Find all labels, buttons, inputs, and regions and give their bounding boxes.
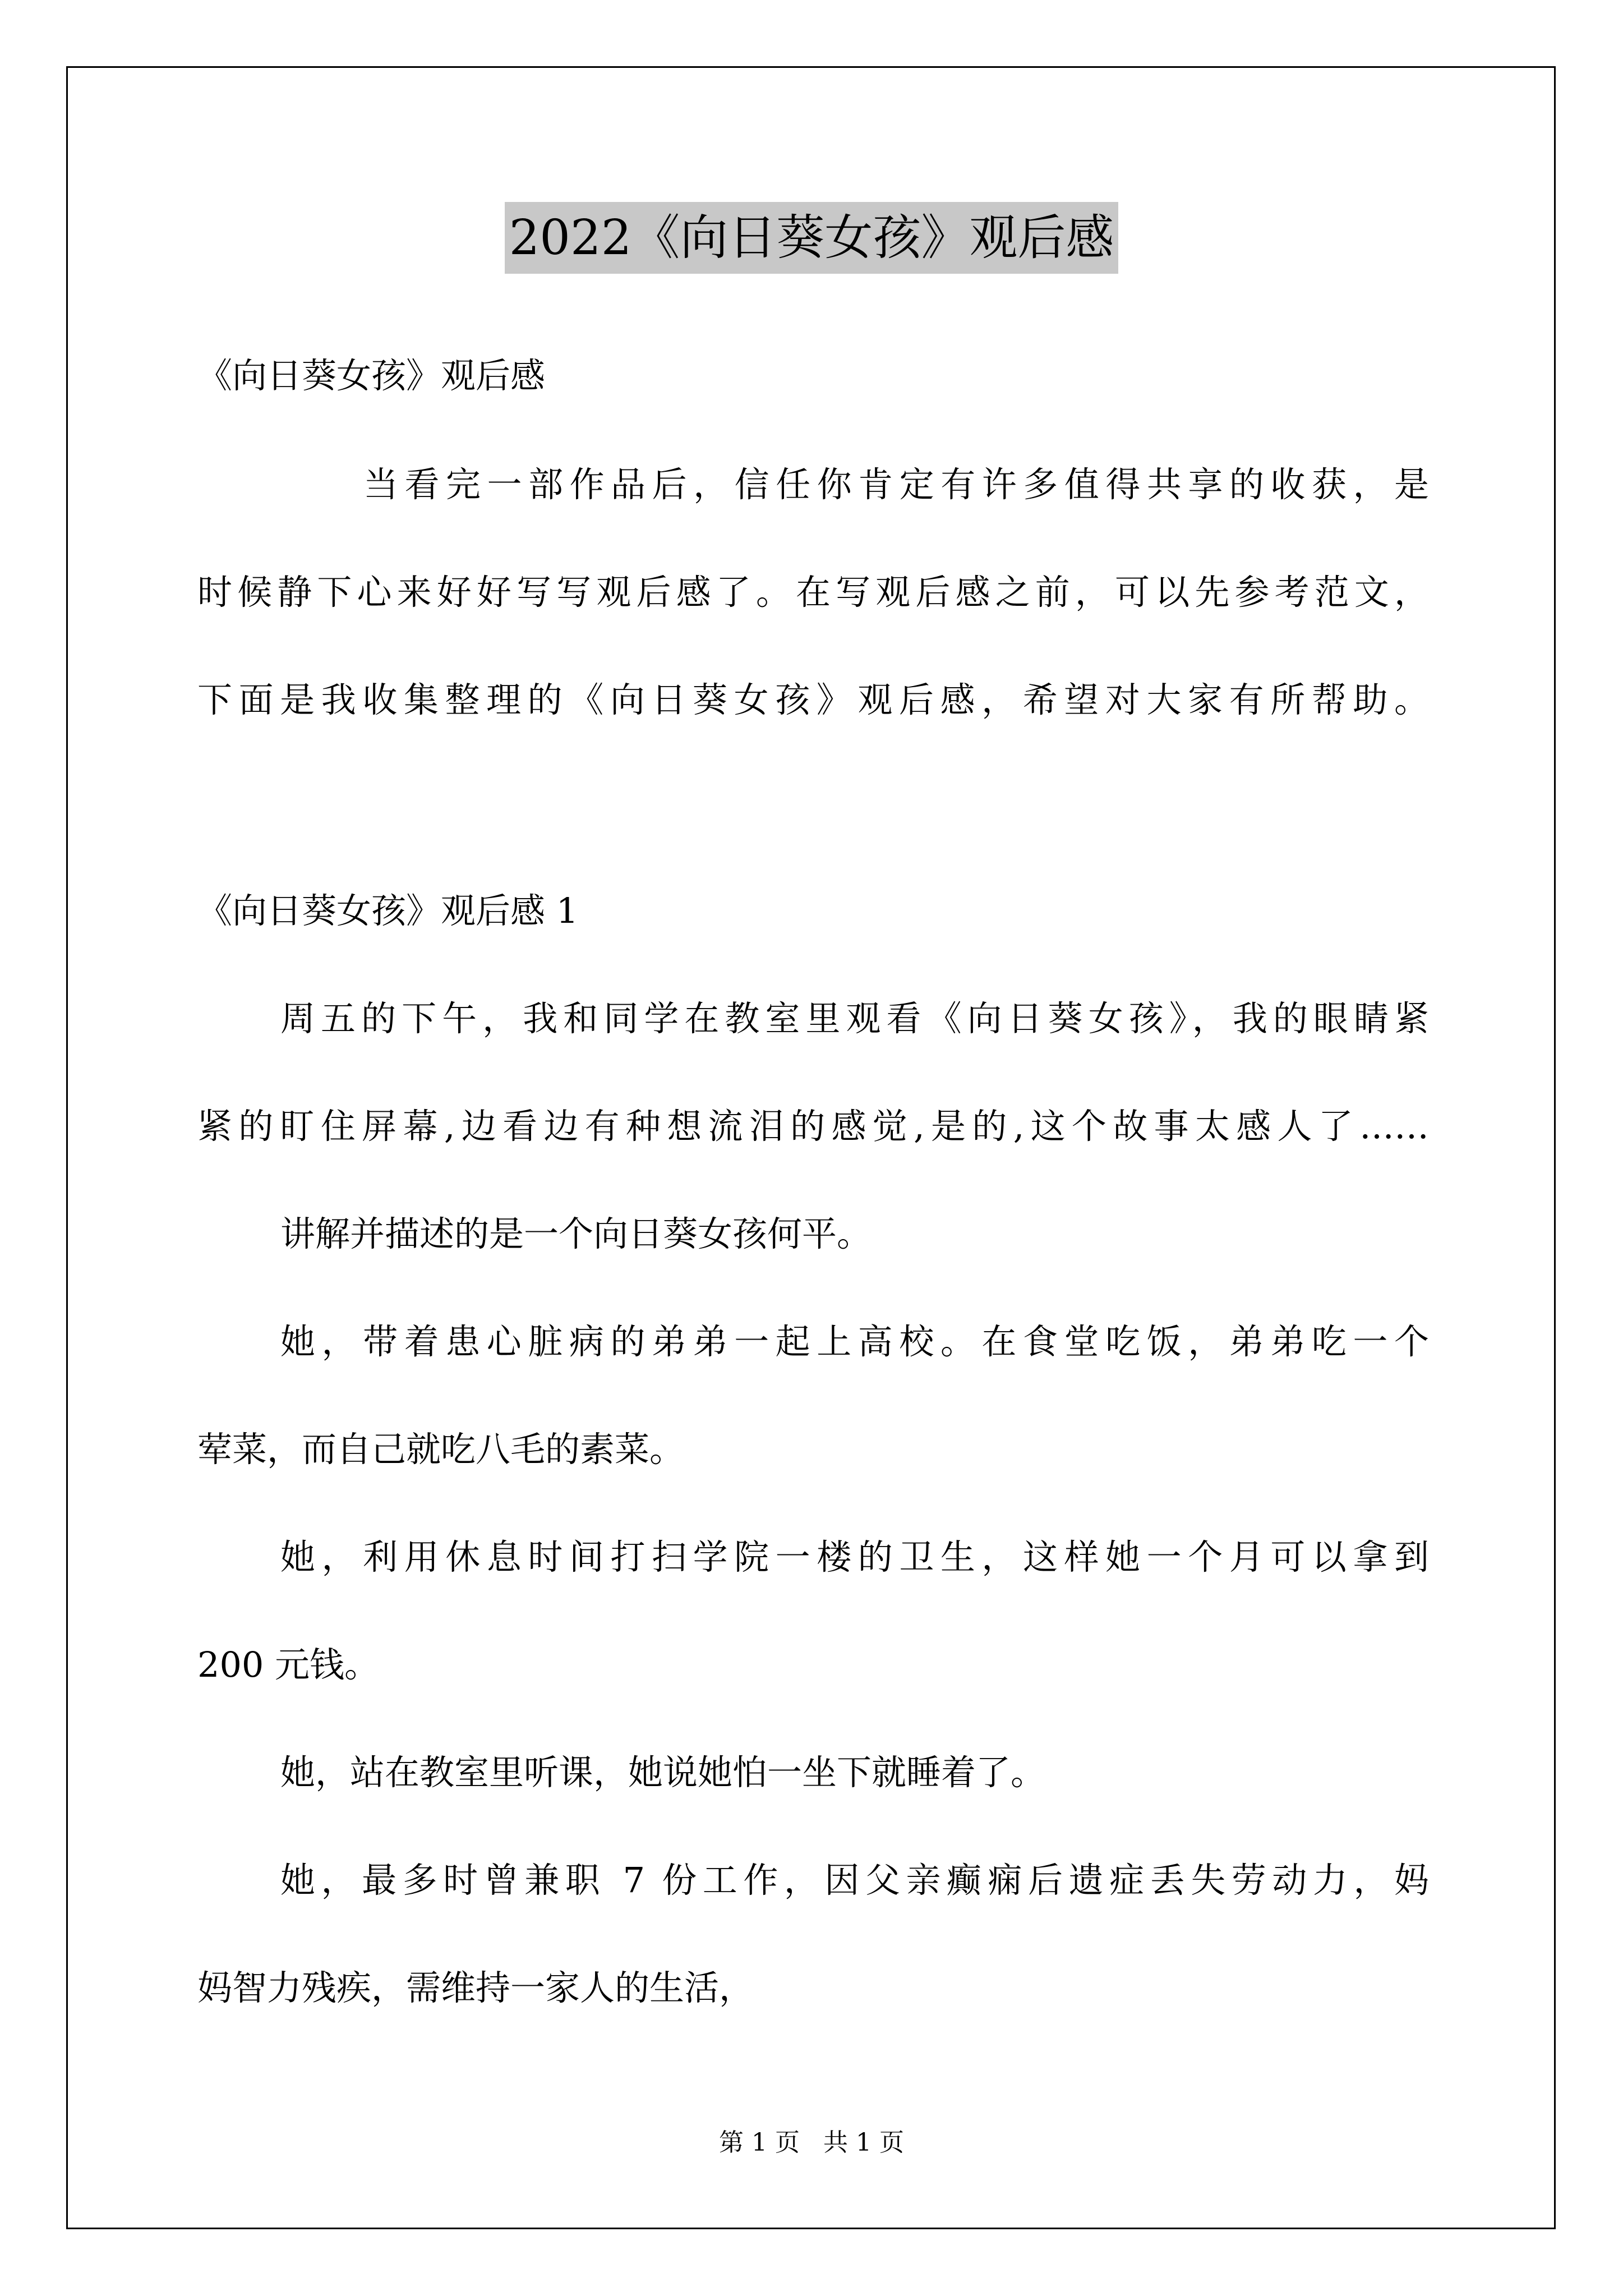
document-subtitle: 《向日葵女孩》观后感 (197, 355, 546, 396)
body-line-5: 荤菜，而自己就吃八毛的素菜。 (197, 1429, 685, 1470)
body-line-7: 200 元钱。 (197, 1644, 380, 1685)
body-line-9: 她，最多时曾兼职 7 份工作，因父亲癫痫后遗症丢失劳动力，妈 (280, 1860, 1429, 1901)
section-heading: 《向日葵女孩》观后感 1 (197, 890, 579, 931)
body-line-2: 紧的盯住屏幕,边看边有种想流泪的感觉,是的,这个故事太感人了…… (197, 1106, 1429, 1147)
page-footer: 第 1 页 共 1 页 (719, 2128, 904, 2157)
intro-line-3: 下面是我收集整理的《向日葵女孩》观后感，希望对大家有所帮助。 (197, 679, 1429, 720)
title-container (0, 202, 1623, 274)
body-line-3: 讲解并描述的是一个向日葵女孩何平。 (280, 1213, 872, 1254)
body-line-4: 她，带着患心脏病的弟弟一起上高校。在食堂吃饭，弟弟吃一个 (280, 1321, 1429, 1362)
body-line-10: 妈智力残疾，需维持一家人的生活， (197, 1967, 754, 2008)
body-line-8: 她，站在教室里听课，她说她怕一坐下就睡着了。 (280, 1752, 1046, 1793)
intro-line-1: 当看完一部作品后，信任你肯定有许多值得共享的收获，是 (363, 464, 1429, 505)
body-line-6: 她，利用休息时间打扫学院一楼的卫生，这样她一个月可以拿到 (280, 1536, 1429, 1577)
document-title: 2022《向日葵女孩》观后感 (505, 202, 1119, 274)
body-line-1: 周五的下午，我和同学在教室里观看《向日葵女孩》，我的眼睛紧 (280, 998, 1429, 1039)
intro-line-2: 时候静下心来好好写写观后感了。在写观后感之前，可以先参考范文， (197, 572, 1429, 613)
